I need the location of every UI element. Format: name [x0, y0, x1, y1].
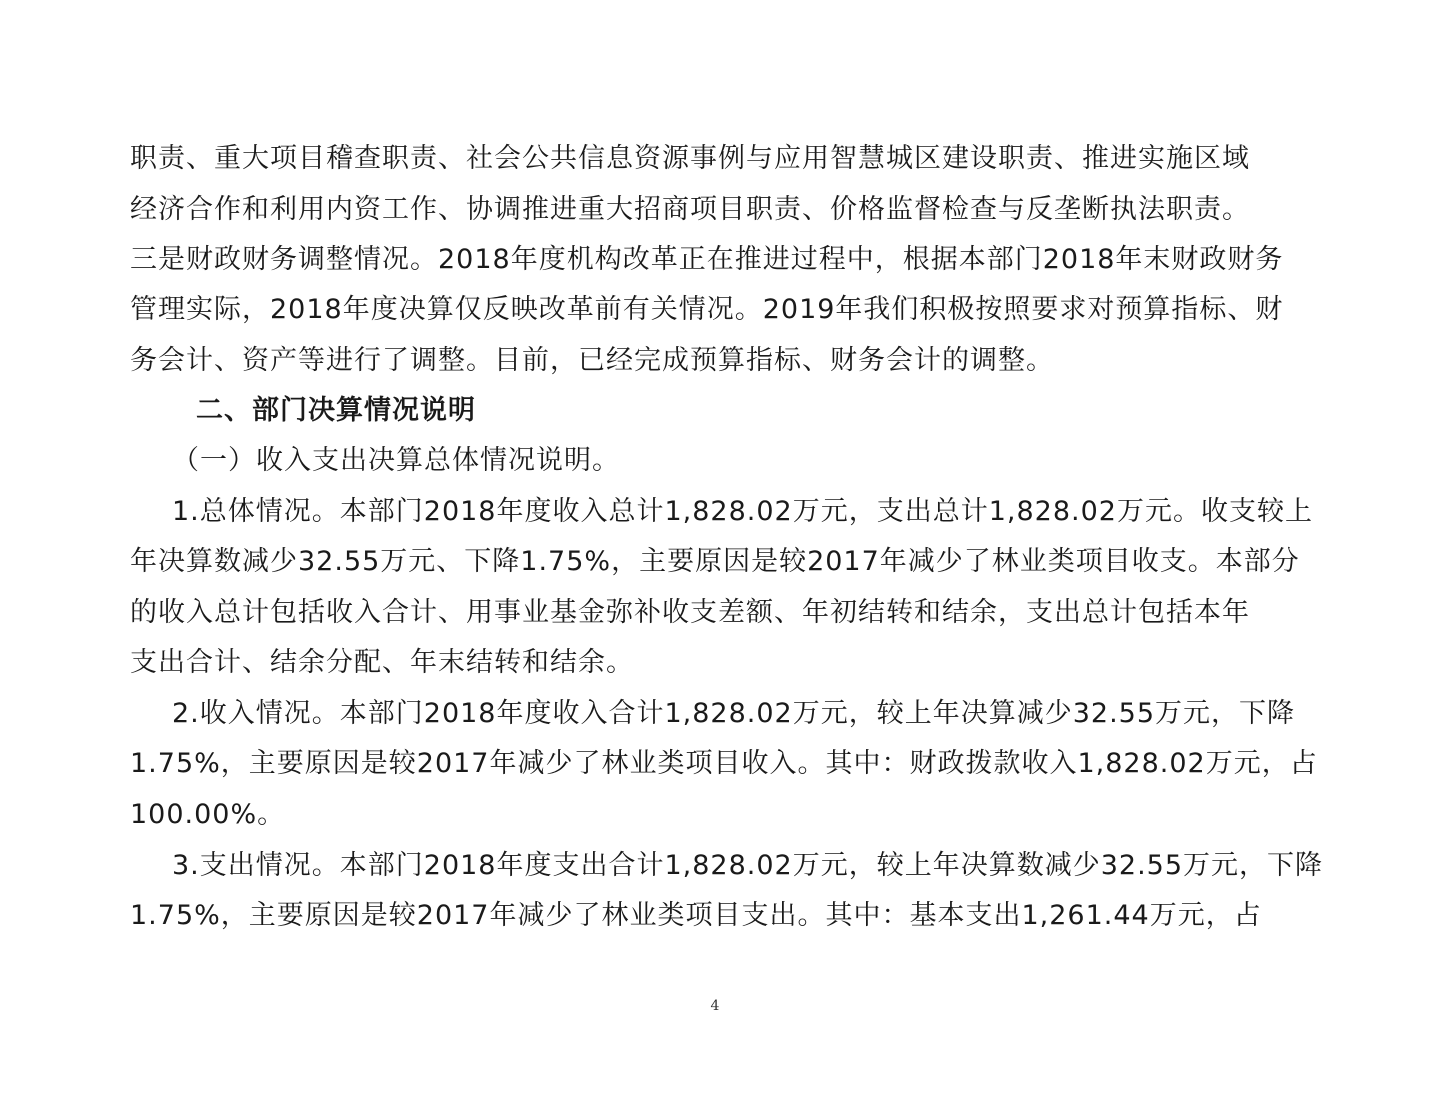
paragraph-overall-line: 支出合计、结余分配、年末结转和结余。 — [130, 647, 634, 678]
paragraph-income-line: 1.75%，主要原因是较2017年减少了林业类项目收入。其中：财政拨款收入1,828.02万元，占 — [130, 748, 1318, 779]
paragraph-overall-line: 年决算数减少32.55万元、下降1.75%，主要原因是较2017年减少了林业类项目收支。本部分 — [130, 546, 1300, 577]
body-line: 管理实际，2018年度决算仅反映改革前有关情况。2019年我们积极按照要求对预算指标、财 — [130, 294, 1284, 325]
paragraph-overall-line: 1.总体情况。本部门2018年度收入总计1,828.02万元，支出总计1,828.02万元。收支较上 — [172, 496, 1313, 527]
body-line: 务会计、资产等进行了调整。目前，已经完成预算指标、财务会计的调整。 — [130, 345, 1054, 376]
paragraph-expense-line: 3.支出情况。本部门2018年度支出合计1,828.02万元，较上年决算数减少32.55万元，下降 — [172, 850, 1324, 881]
section-heading: 二、部门决算情况说明 — [196, 395, 476, 426]
paragraph-overall-line: 的收入总计包括收入合计、用事业基金弥补收支差额、年初结转和结余，支出总计包括本年 — [130, 597, 1250, 628]
page-number: 4 — [710, 998, 720, 1014]
paragraph-income-line: 100.00%。 — [130, 799, 286, 830]
paragraph-income-line: 2.收入情况。本部门2018年度收入合计1,828.02万元，较上年决算减少32.55万元，下降 — [172, 698, 1296, 729]
body-line: 三是财政财务调整情况。2018年度机构改革正在推进过程中，根据本部门2018年末财政财务 — [130, 244, 1284, 275]
body-line: 职责、重大项目稽查职责、社会公共信息资源事例与应用智慧城区建设职责、推进实施区域 — [130, 143, 1250, 174]
paragraph-expense-line: 1.75%，主要原因是较2017年减少了林业类项目支出。其中：基本支出1,261.44万元，占 — [130, 900, 1262, 931]
body-line: 经济合作和利用内资工作、协调推进重大招商项目职责、价格监督检查与反垄断执法职责。 — [130, 194, 1250, 225]
subsection-heading: （一）收入支出决算总体情况说明。 — [172, 445, 620, 476]
